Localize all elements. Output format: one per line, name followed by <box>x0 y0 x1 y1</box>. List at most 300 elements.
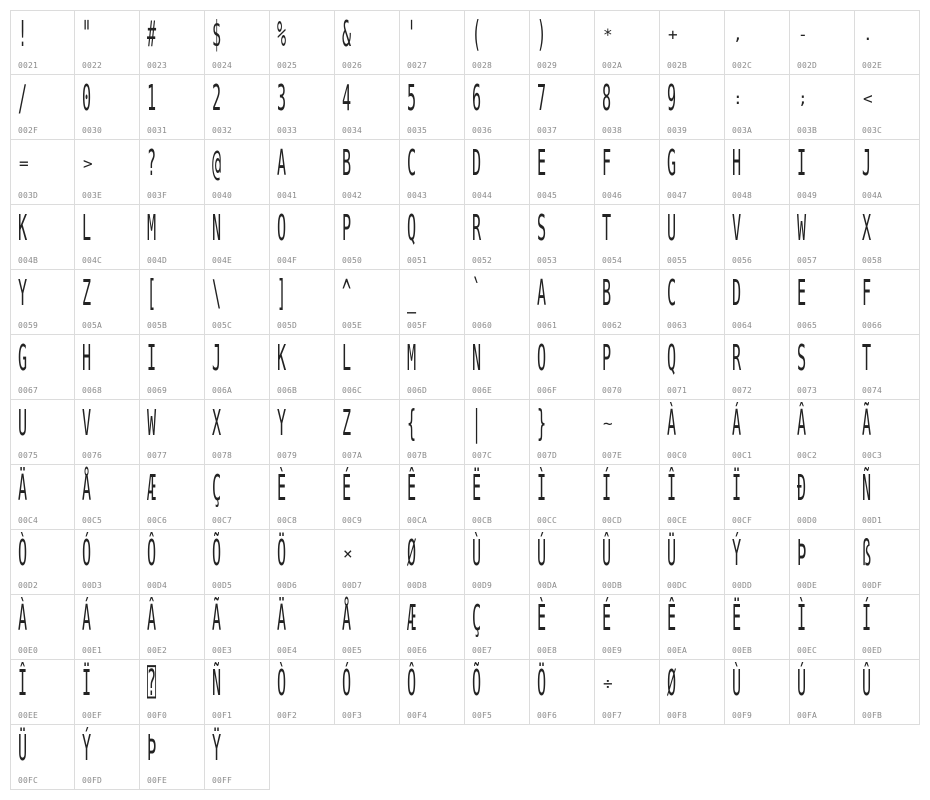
glyph-codepoint-label: 0031 <box>147 126 168 135</box>
glyph-cell <box>10 400 75 465</box>
glyph-codepoint-label: 00C5 <box>82 516 103 525</box>
glyph-codepoint-label: 00E2 <box>147 646 168 655</box>
glyph-codepoint-label: 00FE <box>147 776 168 785</box>
glyph-codepoint-label: 002A <box>602 61 623 70</box>
glyph-codepoint-label: 002E <box>862 61 883 70</box>
glyph-character: Ç <box>472 598 482 639</box>
glyph-character: Ã <box>212 598 222 639</box>
glyph-cell <box>660 205 725 270</box>
glyph-cell <box>855 595 920 660</box>
glyph-character: ( <box>472 14 482 55</box>
glyph-cell <box>10 270 75 335</box>
glyph-character: Ë <box>472 468 482 509</box>
glyph-character: N <box>212 208 222 249</box>
glyph-codepoint-label: 0060 <box>472 321 493 330</box>
glyph-codepoint-label: 003D <box>18 191 39 200</box>
glyph-codepoint-label: 005F <box>407 321 428 330</box>
glyph-cell <box>400 75 465 140</box>
glyph-character: S <box>797 338 807 379</box>
glyph-character: ~ <box>603 414 613 433</box>
glyph-character: ` <box>472 273 482 314</box>
glyph-cell <box>270 660 335 725</box>
glyph-character: Ý <box>732 533 742 574</box>
glyph-character: Á <box>732 403 742 444</box>
glyph-character: Ì <box>797 598 807 639</box>
glyph-codepoint-label: 0033 <box>277 126 298 135</box>
glyph-cell <box>400 465 465 530</box>
glyph-codepoint-label: 0062 <box>602 321 623 330</box>
glyph-character: & <box>342 14 352 55</box>
glyph-codepoint-label: 00CA <box>407 516 428 525</box>
glyph-character: , <box>733 25 743 44</box>
glyph-cell <box>10 140 75 205</box>
glyph-codepoint-label: 006B <box>277 386 298 395</box>
glyph-character: Ö <box>277 533 287 574</box>
glyph-codepoint-label: 0036 <box>472 126 493 135</box>
glyph-character: Ä <box>277 598 287 639</box>
glyph-cell <box>790 335 855 400</box>
glyph-cell <box>10 725 75 790</box>
glyph-cell <box>205 335 270 400</box>
glyph-codepoint-label: 00F5 <box>472 711 493 720</box>
glyph-cell <box>75 595 140 660</box>
glyph-character: È <box>537 598 547 639</box>
glyph-character: $ <box>212 14 222 55</box>
glyph-character: M <box>407 338 417 379</box>
glyph-character: Á <box>82 598 92 639</box>
glyph-codepoint-label: 004E <box>212 256 233 265</box>
glyph-character: Ú <box>797 663 807 704</box>
glyph-character: C <box>667 273 677 314</box>
glyph-character: K <box>18 208 28 249</box>
glyph-codepoint-label: 00F2 <box>277 711 298 720</box>
glyph-cell <box>595 335 660 400</box>
glyph-codepoint-label: 003C <box>862 126 883 135</box>
glyph-cell <box>725 10 790 75</box>
glyph-character: ] <box>277 273 287 314</box>
glyph-cell <box>335 335 400 400</box>
glyph-cell <box>205 660 270 725</box>
glyph-codepoint-label: 0068 <box>82 386 103 395</box>
glyph-character: ÷ <box>603 674 613 693</box>
glyph-character: Ô <box>147 533 157 574</box>
glyph-character: X <box>212 403 222 444</box>
glyph-cell <box>400 530 465 595</box>
glyph-character: 6 <box>472 78 482 119</box>
glyph-cell <box>660 140 725 205</box>
glyph-cell <box>205 465 270 530</box>
glyph-character: J <box>862 143 872 184</box>
glyph-codepoint-label: 0041 <box>277 191 298 200</box>
glyph-codepoint-label: 00C6 <box>147 516 168 525</box>
glyph-character: É <box>602 598 612 639</box>
glyph-codepoint-label: 00DD <box>732 581 753 590</box>
glyph-cell <box>465 205 530 270</box>
glyph-character: # <box>147 14 157 55</box>
glyph-character: Þ <box>147 728 157 769</box>
glyph-codepoint-label: 003A <box>732 126 753 135</box>
glyph-cell <box>855 140 920 205</box>
glyph-character: " <box>82 14 92 55</box>
glyph-codepoint-label: 005C <box>212 321 233 330</box>
glyph-codepoint-label: 0075 <box>18 451 39 460</box>
glyph-cell <box>270 465 335 530</box>
glyph-cell <box>75 400 140 465</box>
glyph-cell <box>465 335 530 400</box>
glyph-codepoint-label: 0067 <box>18 386 39 395</box>
glyph-codepoint-label: 00FF <box>212 776 233 785</box>
glyph-character: Q <box>667 338 677 379</box>
glyph-codepoint-label: 0066 <box>862 321 883 330</box>
glyph-cell <box>205 725 270 790</box>
glyph-character: F <box>862 273 872 314</box>
glyph-codepoint-label: 00CE <box>667 516 688 525</box>
glyph-codepoint-label: 006C <box>342 386 363 395</box>
glyph-codepoint-label: 0070 <box>602 386 623 395</box>
glyph-character: × <box>343 544 353 563</box>
glyph-cell <box>400 335 465 400</box>
glyph-cell <box>10 595 75 660</box>
glyph-codepoint-label: 003E <box>82 191 103 200</box>
glyph-codepoint-label: 00C3 <box>862 451 883 460</box>
glyph-character: ; <box>798 89 808 108</box>
glyph-character: Ñ <box>862 468 872 509</box>
glyph-cell <box>335 660 400 725</box>
glyph-codepoint-label: 00F9 <box>732 711 753 720</box>
glyph-codepoint-label: 004F <box>277 256 298 265</box>
glyph-codepoint-label: 0073 <box>797 386 818 395</box>
glyph-cell <box>530 270 595 335</box>
glyph-character: Ö <box>537 663 547 704</box>
glyph-cell <box>10 530 75 595</box>
glyph-character: / <box>18 78 28 119</box>
glyph-cell <box>595 205 660 270</box>
glyph-cell <box>725 595 790 660</box>
glyph-codepoint-label: 004A <box>862 191 883 200</box>
glyph-cell <box>10 205 75 270</box>
glyph-character: 0 <box>82 78 92 119</box>
glyph-codepoint-label: 00EB <box>732 646 753 655</box>
glyph-cell <box>725 205 790 270</box>
glyph-codepoint-label: 0040 <box>212 191 233 200</box>
glyph-cell <box>725 660 790 725</box>
glyph-character: Í <box>602 468 612 509</box>
glyph-cell <box>270 335 335 400</box>
glyph-cell <box>530 465 595 530</box>
glyph-character: P <box>602 338 612 379</box>
glyph-character: S <box>537 208 547 249</box>
glyph-cell <box>855 465 920 530</box>
glyph-codepoint-label: 00EC <box>797 646 818 655</box>
glyph-character: P <box>342 208 352 249</box>
glyph-cell <box>855 10 920 75</box>
glyph-character: 1 <box>147 78 157 119</box>
glyph-character: Z <box>342 403 352 444</box>
glyph-cell <box>595 270 660 335</box>
glyph-codepoint-label: 0076 <box>82 451 103 460</box>
glyph-character: | <box>472 403 482 444</box>
glyph-cell <box>725 140 790 205</box>
glyph-codepoint-label: 0079 <box>277 451 298 460</box>
glyph-cell <box>465 140 530 205</box>
glyph-cell <box>595 75 660 140</box>
glyph-character: = <box>19 154 29 173</box>
glyph-cell <box>140 10 205 75</box>
glyph-codepoint-label: 003B <box>797 126 818 135</box>
glyph-cell <box>75 660 140 725</box>
glyph-codepoint-label: 0052 <box>472 256 493 265</box>
glyph-character: 7 <box>537 78 547 119</box>
glyph-character: < <box>863 89 873 108</box>
glyph-codepoint-label: 0034 <box>342 126 363 135</box>
glyph-codepoint-label: 00FD <box>82 776 103 785</box>
glyph-character: @ <box>212 143 222 184</box>
glyph-character: O <box>537 338 547 379</box>
glyph-cell <box>400 205 465 270</box>
glyph-cell <box>75 465 140 530</box>
glyph-cell <box>530 140 595 205</box>
glyph-character: - <box>798 25 808 44</box>
glyph-codepoint-label: 005E <box>342 321 363 330</box>
glyph-codepoint-label: 00E7 <box>472 646 493 655</box>
glyph-codepoint-label: 00D2 <box>18 581 39 590</box>
glyph-character: Ý <box>82 728 92 769</box>
glyph-character: 2 <box>212 78 222 119</box>
glyph-cell <box>530 335 595 400</box>
glyph-character: Æ <box>147 468 157 509</box>
glyph-codepoint-label: 0059 <box>18 321 39 330</box>
glyph-character: % <box>277 14 287 55</box>
glyph-character: W <box>797 208 807 249</box>
glyph-cell <box>660 660 725 725</box>
glyph-cell <box>595 530 660 595</box>
glyph-character: Ò <box>277 663 287 704</box>
glyph-cell <box>140 725 205 790</box>
glyph-cell <box>140 530 205 595</box>
glyph-character: A <box>537 273 547 314</box>
glyph-codepoint-label: 00E0 <box>18 646 39 655</box>
glyph-codepoint-label: 0035 <box>407 126 428 135</box>
glyph-cell <box>335 595 400 660</box>
glyph-character: K <box>277 338 287 379</box>
glyph-character: Y <box>277 403 287 444</box>
glyph-cell <box>660 400 725 465</box>
glyph-cell <box>10 465 75 530</box>
glyph-cell <box>725 400 790 465</box>
glyph-cell <box>335 270 400 335</box>
glyph-codepoint-label: 004D <box>147 256 168 265</box>
glyph-codepoint-label: 00E1 <box>82 646 103 655</box>
glyph-cell <box>75 205 140 270</box>
glyph-cell <box>10 10 75 75</box>
glyph-character: C <box>407 143 417 184</box>
glyph-character: Å <box>342 598 352 639</box>
glyph-cell <box>790 140 855 205</box>
glyph-character: B <box>602 273 612 314</box>
glyph-character: Â <box>797 403 807 444</box>
glyph-cell <box>530 595 595 660</box>
glyph-codepoint-label: 0032 <box>212 126 233 135</box>
glyph-character: W <box>147 403 157 444</box>
glyph-codepoint-label: 00D1 <box>862 516 883 525</box>
glyph-codepoint-label: 0047 <box>667 191 688 200</box>
glyph-codepoint-label: 0058 <box>862 256 883 265</box>
glyph-codepoint-label: 0061 <box>537 321 558 330</box>
glyph-codepoint-label: 0048 <box>732 191 753 200</box>
glyph-cell <box>790 400 855 465</box>
glyph-cell <box>660 465 725 530</box>
glyph-character: E <box>797 273 807 314</box>
glyph-cell <box>595 465 660 530</box>
glyph-cell <box>790 205 855 270</box>
glyph-cell <box>725 75 790 140</box>
glyph-cell <box>790 465 855 530</box>
glyph-cell <box>530 660 595 725</box>
glyph-codepoint-label: 00F3 <box>342 711 363 720</box>
glyph-cell <box>595 140 660 205</box>
glyph-codepoint-label: 0022 <box>82 61 103 70</box>
glyph-codepoint-label: 006D <box>407 386 428 395</box>
glyph-codepoint-label: 00C4 <box>18 516 39 525</box>
glyph-cell <box>595 595 660 660</box>
glyph-character: Q <box>407 208 417 249</box>
glyph-character: 5 <box>407 78 417 119</box>
glyph-cell <box>465 270 530 335</box>
glyph-codepoint-label: 00DC <box>667 581 688 590</box>
glyph-codepoint-label: 00FC <box>18 776 39 785</box>
glyph-codepoint-label: 0053 <box>537 256 558 265</box>
glyph-cell <box>465 595 530 660</box>
glyph-cell <box>855 270 920 335</box>
glyph-codepoint-label: 00CF <box>732 516 753 525</box>
glyph-codepoint-label: 00EA <box>667 646 688 655</box>
glyph-codepoint-label: 0050 <box>342 256 363 265</box>
glyph-codepoint-label: 00C1 <box>732 451 753 460</box>
glyph-codepoint-label: 00D0 <box>797 516 818 525</box>
glyph-cell <box>400 660 465 725</box>
glyph-grid <box>10 10 920 790</box>
glyph-codepoint-label: 0049 <box>797 191 818 200</box>
glyph-cell <box>855 530 920 595</box>
glyph-character: Æ <box>407 598 417 639</box>
glyph-cell <box>205 400 270 465</box>
glyph-codepoint-label: 00DA <box>537 581 558 590</box>
glyph-codepoint-label: 00EE <box>18 711 39 720</box>
glyph-codepoint-label: 0055 <box>667 256 688 265</box>
glyph-cell <box>270 270 335 335</box>
glyph-character: 4 <box>342 78 352 119</box>
glyph-character: H <box>82 338 92 379</box>
glyph-character: I <box>797 143 807 184</box>
glyph-character: E <box>537 143 547 184</box>
glyph-character: Ï <box>732 468 742 509</box>
glyph-cell <box>75 270 140 335</box>
glyph-codepoint-label: 0074 <box>862 386 883 395</box>
glyph-character: T <box>602 208 612 249</box>
glyph-codepoint-label: 005D <box>277 321 298 330</box>
glyph-codepoint-label: 0056 <box>732 256 753 265</box>
glyph-cell <box>140 335 205 400</box>
glyph-cell <box>205 10 270 75</box>
glyph-codepoint-label: 0024 <box>212 61 233 70</box>
glyph-codepoint-label: 0054 <box>602 256 623 265</box>
glyph-cell <box>790 595 855 660</box>
glyph-cell <box>10 660 75 725</box>
glyph-codepoint-label: 00D3 <box>82 581 103 590</box>
glyph-codepoint-label: 0044 <box>472 191 493 200</box>
glyph-character: U <box>18 403 28 444</box>
glyph-cell <box>75 335 140 400</box>
glyph-codepoint-label: 006F <box>537 386 558 395</box>
glyph-codepoint-label: 00F6 <box>537 711 558 720</box>
glyph-codepoint-label: 0071 <box>667 386 688 395</box>
glyph-codepoint-label: 00C7 <box>212 516 233 525</box>
glyph-character: Ì <box>537 468 547 509</box>
glyph-codepoint-label: 00EF <box>82 711 103 720</box>
glyph-cell <box>790 75 855 140</box>
glyph-cell <box>140 400 205 465</box>
glyph-codepoint-label: 00D4 <box>147 581 168 590</box>
glyph-cell <box>465 10 530 75</box>
glyph-character: G <box>18 338 28 379</box>
glyph-cell <box>400 10 465 75</box>
glyph-character: Ÿ <box>212 728 222 769</box>
glyph-codepoint-label: 0021 <box>18 61 39 70</box>
glyph-character: Õ <box>212 533 222 574</box>
glyph-codepoint-label: 00E9 <box>602 646 623 655</box>
glyph-character: Õ <box>472 663 482 704</box>
glyph-cell <box>790 660 855 725</box>
glyph-cell <box>335 140 400 205</box>
glyph-cell <box>335 400 400 465</box>
glyph-codepoint-label: 0026 <box>342 61 363 70</box>
glyph-cell <box>270 75 335 140</box>
glyph-cell <box>205 140 270 205</box>
glyph-cell <box>140 595 205 660</box>
glyph-codepoint-label: 00D6 <box>277 581 298 590</box>
glyph-character: Î <box>667 468 677 509</box>
glyph-cell <box>10 75 75 140</box>
glyph-codepoint-label: 006A <box>212 386 233 395</box>
glyph-character: ' <box>407 14 417 55</box>
glyph-cell <box>400 400 465 465</box>
glyph-character: L <box>82 208 92 249</box>
glyph-codepoint-label: 0069 <box>147 386 168 395</box>
glyph-codepoint-label: 007A <box>342 451 363 460</box>
glyph-character: Ù <box>732 663 742 704</box>
glyph-character: Ü <box>667 533 677 574</box>
glyph-character: Û <box>602 533 612 574</box>
glyph-cell <box>595 660 660 725</box>
glyph-character: Ñ <box>212 663 222 704</box>
glyph-character: L <box>342 338 352 379</box>
glyph-codepoint-label: 00F0 <box>147 711 168 720</box>
glyph-cell <box>335 465 400 530</box>
glyph-codepoint-label: 007E <box>602 451 623 460</box>
glyph-character: \ <box>212 273 222 314</box>
glyph-cell <box>75 75 140 140</box>
glyph-codepoint-label: 007B <box>407 451 428 460</box>
glyph-character: Y <box>18 273 28 314</box>
glyph-codepoint-label: 0030 <box>82 126 103 135</box>
glyph-codepoint-label: 00E6 <box>407 646 428 655</box>
glyph-character: A <box>277 143 287 184</box>
glyph-character: R <box>732 338 742 379</box>
glyph-codepoint-label: 00C9 <box>342 516 363 525</box>
glyph-codepoint-label: 0029 <box>537 61 558 70</box>
glyph-codepoint-label: 0023 <box>147 61 168 70</box>
glyph-cell <box>855 75 920 140</box>
